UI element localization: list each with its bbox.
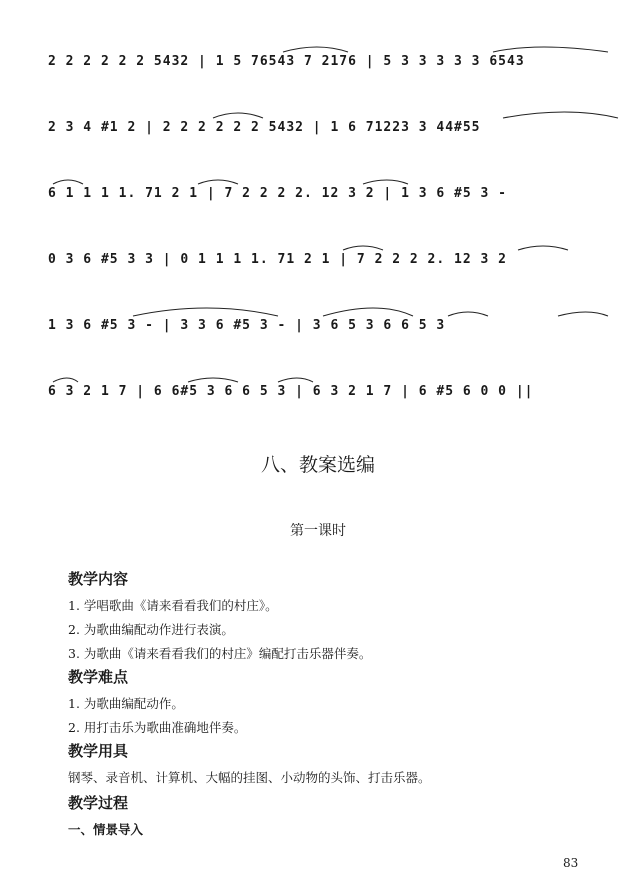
section-heading: 教学用具 bbox=[68, 742, 129, 760]
section-teaching-tools bbox=[68, 740, 598, 761]
list-item: 2. 为歌曲编配动作进行表演。 bbox=[68, 622, 234, 637]
section-title: 八、教案选编 bbox=[260, 454, 375, 476]
score-row bbox=[48, 368, 618, 434]
list-item: 1. 学唱歌曲《请来看看我们的村庄》。 bbox=[68, 598, 278, 613]
list-item: 3. 为歌曲《请来看看我们的村庄》编配打击乐器伴奏。 bbox=[68, 646, 372, 661]
section-heading: 教学难点 bbox=[68, 668, 129, 686]
subheading: 一、情景导入 bbox=[68, 822, 144, 837]
score-row bbox=[48, 302, 618, 368]
section-heading: 教学内容 bbox=[68, 570, 129, 588]
numbered-music-score bbox=[48, 38, 618, 434]
score-row-notes: 0 3 6 #5 3 3 | 0 1 1 1 1. 71 2 1 | 7 2 2 2 2. 12 3 2 bbox=[48, 252, 507, 267]
section-heading: 教学过程 bbox=[68, 794, 129, 812]
page-number: 83 bbox=[563, 856, 579, 870]
score-row-notes: 6 3 2 1 7 | 6 6#5 3 6 6 5 3 | 6 3 2 1 7 | 6 #5 6 0 0 || bbox=[48, 384, 534, 399]
score-row bbox=[48, 236, 618, 302]
score-row bbox=[48, 104, 618, 170]
section-teaching-content bbox=[68, 568, 598, 589]
score-row-notes: 6 1 1 1 1. 71 2 1 | 7 2 2 2 2. 12 3 2 | 1 3 6 #5 3 - bbox=[48, 186, 507, 201]
list-item: 钢琴、录音机、计算机、大幅的挂图、小动物的头饰、打击乐器。 bbox=[68, 770, 431, 785]
section-teaching-difficulty bbox=[68, 666, 598, 687]
section-teaching-process bbox=[68, 792, 598, 813]
list-item: 1. 为歌曲编配动作。 bbox=[68, 696, 184, 711]
lesson-title: 第一课时 bbox=[290, 523, 346, 539]
score-row-notes: 2 2 2 2 2 2 5432 | 1 5 76543 7 2176 | 5 3 3 3 3 3 6543 bbox=[48, 54, 525, 69]
score-row bbox=[48, 38, 618, 104]
score-row-notes: 1 3 6 #5 3 - | 3 3 6 #5 3 - | 3 6 5 3 6 6 5 3 bbox=[48, 318, 446, 333]
score-row bbox=[48, 170, 618, 236]
score-row-notes: 2 3 4 #1 2 | 2 2 2 2 2 2 5432 | 1 6 71223 3 44#55 bbox=[48, 120, 481, 135]
list-item: 2. 用打击乐为歌曲准确地伴奏。 bbox=[68, 720, 247, 735]
